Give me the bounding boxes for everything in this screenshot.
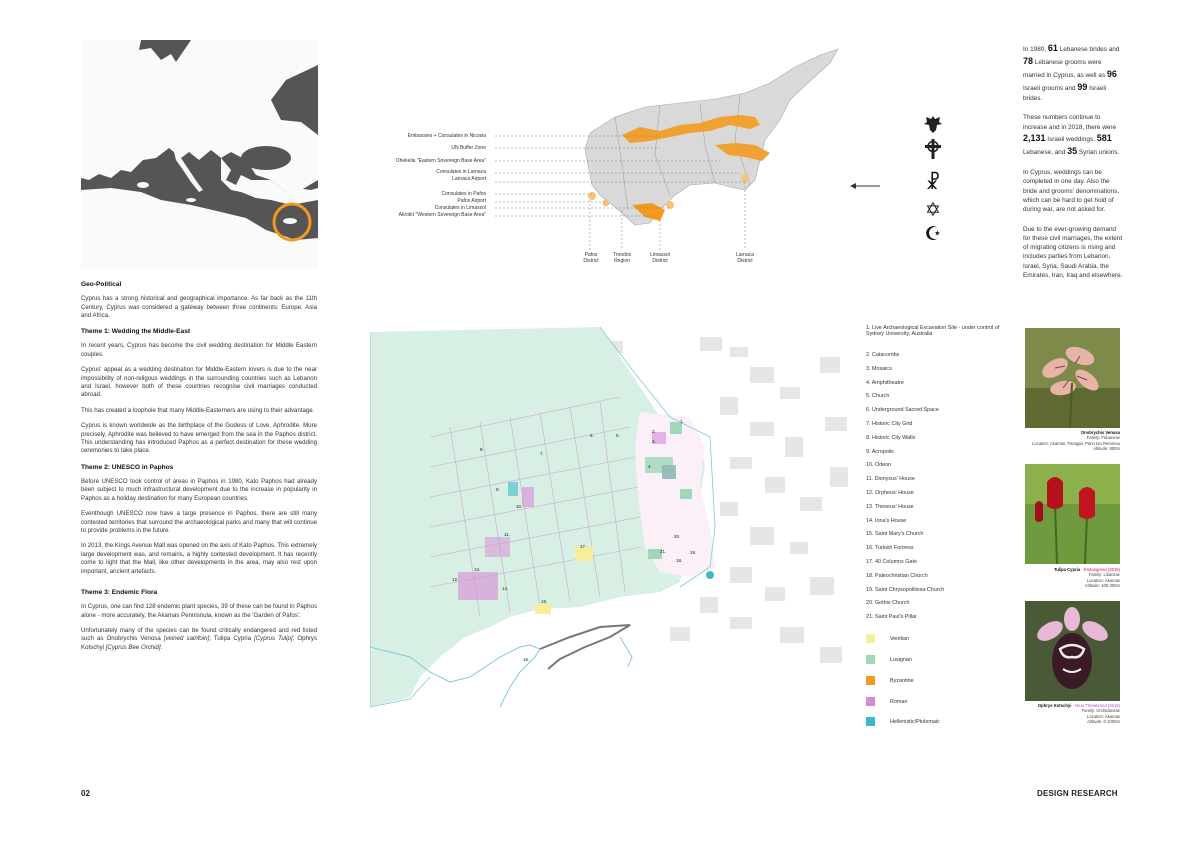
legend-item-byzantine: Byzantine xyxy=(866,676,914,685)
onobrychis-caption: Onobrychis Venosa Family: Fabaceae Location: Akamas, Panagia, Pano tou Remmou Altitude: 800m xyxy=(1032,430,1120,452)
theme1-paragraph-1: In recent years, Cyprus has become the civil wedding destination for Middle Eastern couples. xyxy=(81,342,317,358)
site-item: 19. Saint Chrysopolitissa Church xyxy=(866,586,945,593)
chi-rho-icon: ☧ xyxy=(925,173,941,194)
legend-swatch xyxy=(866,676,875,685)
map-number: 17. xyxy=(580,544,587,549)
theme3-heading: Theme 3: Endemic Flora xyxy=(81,589,158,597)
section-title: DESIGN RESEARCH xyxy=(1037,789,1118,798)
map-number: 9. xyxy=(496,487,500,492)
ophrys-caption: Ophrys Kotschyi - Near Threatened (2018) Family: Orchidaceae Location: Akamas Altitude: 0-1000m xyxy=(1037,703,1120,725)
theme2-paragraph-1: Before UNESCO took control of areas in Paphos in 1980, Kato Paphos had already been subject to much infrastructural development due to the increase in popularity in Paphos as a holiday destination for many European countries. xyxy=(81,477,317,502)
legend-swatch xyxy=(866,655,875,664)
map-number: 2. xyxy=(652,429,656,434)
site-item: 16. Turkish Fortress xyxy=(866,545,914,552)
legend-swatch xyxy=(866,717,875,726)
crescent-star-icon: ☪ xyxy=(924,224,942,245)
leader-label: Akrotiri "Western Sovereign Base Area" xyxy=(398,212,486,218)
theme1-paragraph-2: Cyprus' appeal as a wedding destination for Middle-Eastern lovers is due to the near impossibility of non-religous weddings in the surrounding countries such as Lebanon and Israel, however both of these countries recognise civil marriages conducted abroad. xyxy=(81,366,317,399)
theme2-paragraph-2: Eventhough UNESCO now have a large presence in Paphos, there are still many contested territories that surround the archaeological parks and many that will continue to provide problems in the future. xyxy=(81,510,317,534)
map-number: 4. xyxy=(648,464,652,469)
leader-label: UN Buffer Zone xyxy=(451,145,486,151)
cyprus-map xyxy=(360,45,860,305)
stats-paragraph-1: In 1980, 61 Lebanese brides and 78 Lebanese grooms were married in Cyprus, as well as 96 Israeli grooms and 99 Israeli brides. xyxy=(1023,43,1120,103)
byzantine-eagle-icon xyxy=(922,113,944,135)
tulipa-caption: Tulipa Cypria - Endangered (2018) Family: Liliaceae Location: Akamas Altitude: 100-300m xyxy=(1053,567,1120,589)
map-number: 12. xyxy=(452,577,459,582)
map-number: 19. xyxy=(690,550,697,555)
site-item: 8. Historic City Walls xyxy=(866,434,916,441)
leader-label: Larnaca Airport xyxy=(452,176,486,182)
map-number: 18. xyxy=(676,558,683,563)
site-item: 14. Iona's House xyxy=(866,517,907,524)
wedding-statistics xyxy=(1023,42,1123,290)
theme1-heading: Theme 1: Wedding the Middle-East xyxy=(81,328,191,336)
star-of-david-icon: ✡ xyxy=(925,200,941,221)
ophrys-photo xyxy=(1025,601,1120,701)
arrow-left-icon xyxy=(850,178,880,196)
theme2-heading: Theme 2: UNESCO in Paphos xyxy=(81,463,174,471)
stats-paragraph-2: These numbers continue to increase and in 2018, there were 2,131 Israeli weddings, 581 Lebanese, and 35 Syrian unions. xyxy=(1023,114,1120,157)
text-column xyxy=(81,280,317,659)
stats-paragraph-4: Due to the ever-growing demand for these civil marriages, the extent of migrating citizens is rising and includes parties from Lebanon, Israel, Syria, Saudi Arabia, the Emirates, Iran, Iraq and elsewhere. xyxy=(1023,225,1123,279)
site-item: 3. Mosaics xyxy=(866,365,892,372)
map-number: 14. xyxy=(502,586,509,591)
theme1-paragraph-4: Cyprus is known worldwide as the birthplace of the Godess of Love, Aphrodite. More precisely, Aphrodite was believed to have emerged from the sea in the Paphos district. This understanding has introduced Paphos as a perfect destination for these wedding ceremonies to take place. xyxy=(81,422,317,455)
geo-political-heading: Geo-Political xyxy=(81,281,122,288)
onobrychis-photo xyxy=(1025,328,1120,428)
celtic-cross-icon xyxy=(922,138,944,160)
site-item: 7. Historic City Grid xyxy=(866,420,913,427)
tulipa-photo xyxy=(1025,464,1120,564)
site-item: 21. Saint Paul's Pillar xyxy=(866,614,917,621)
map-number: 10. xyxy=(516,504,523,509)
site-item: 13. Theseus' House xyxy=(866,503,914,510)
legend-item-hellenistic: Hellenistic/Ptolemaic xyxy=(866,717,940,726)
district-label-pafos: Pafos District xyxy=(583,252,599,264)
site-item: 1. Live Archaeological Excavation Site - under control of Sydney University, Australia xyxy=(866,325,1000,338)
district-label-larnaca: Larnaca District xyxy=(735,252,755,264)
site-item: 2. Catacombs xyxy=(866,352,900,358)
leader-label: Consulates in Pafos xyxy=(441,191,486,197)
map-number: 7. xyxy=(540,451,544,456)
theme1-paragraph-3: This has created a loophole that many Middle-Easterners are using to their advantage. xyxy=(81,406,315,414)
leader-label: Pafos Airport xyxy=(457,198,486,204)
mediterranean-map xyxy=(81,40,318,269)
site-item: 10. Odeon xyxy=(866,462,892,469)
site-item: 4. Amphitheatre xyxy=(866,379,904,386)
map-number: 20. xyxy=(674,534,681,539)
map-number: 13. xyxy=(474,567,481,572)
leader-label: Consulates in Larnaca xyxy=(436,169,486,175)
page-number: 02 xyxy=(81,789,90,798)
leader-label: Dhekelia "Eastern Sovereign Base Area" xyxy=(396,158,486,164)
site-item: 11. Dionysus' House xyxy=(866,476,915,483)
site-item: 20. Gothis Church xyxy=(866,600,910,607)
site-item: 5. Church xyxy=(866,393,890,400)
map-number: 3. xyxy=(652,439,656,444)
site-item: 17. 40 Columns Gate xyxy=(866,558,917,565)
site-item: 15. Saint Mary's Church xyxy=(866,531,924,538)
site-item: 9. Acropolis xyxy=(866,448,894,455)
site-item: 6. Underground Sacred Space xyxy=(866,407,939,414)
map-number: 8. xyxy=(480,447,484,452)
district-label-troodos: Troodos Region xyxy=(612,252,632,264)
legend-swatch xyxy=(866,697,875,706)
leader-label: Embassies + Consulates in Nicosia xyxy=(407,133,486,139)
theme3-paragraph-1: In Cyprus, one can find 128 endemic plant species, 39 of these can be found in Paphos alone - more accurately, the Akamas Pennisnula, known as the 'Garden of Pafos'. xyxy=(81,603,317,619)
map-number: 21. xyxy=(660,549,667,554)
district-label-limassol: Limassol District xyxy=(650,252,670,264)
theme2-paragraph-3: In 2013, the Kings Avenue Mall was opened on the axis of Kato Paphos. This extremely large development was, and remains, a highly contested development. It has recently come to light that the Mall, like other developments in the area, may also rest upon important, ancient artefacts. xyxy=(81,542,317,575)
legend-item-venitian: Venitian xyxy=(866,634,909,643)
site-item: 18. Paleochristian Church xyxy=(866,572,928,579)
site-item: 12. Orpheus' House xyxy=(866,489,914,496)
map-number: 5. xyxy=(616,433,620,438)
map-number: 11. xyxy=(504,532,510,537)
leader-label: Consulates in Limassol xyxy=(434,205,486,211)
map-number: 6. xyxy=(590,433,594,438)
legend-item-lusignan: Lusignan xyxy=(866,655,912,664)
theme3-paragraph-2: Unfortunately many of the species can be found critically endangered and red listed such as Onobrychis Venosa [veined sainfoin]; Tulipa Cypria [Cyprus Tulip]; Ophrys Kotschyi [Cyprus Bee Orchid]. xyxy=(81,626,317,651)
map-number: 1. xyxy=(680,419,684,424)
stats-paragraph-3: In Cyprus, weddings can be completed in one day. Also the bride and grooms' denominations, which can be hard to get hold of during war, are not asked for. xyxy=(1023,169,1120,214)
paphos-site-plan xyxy=(370,327,860,722)
geo-political-paragraph: Cyprus has a strong historical and geographical importance. As far back as the 11th Century, Cyprus was considered a gateway between three continents: Europe, Asia and Africa. xyxy=(81,295,317,319)
site-list xyxy=(866,325,1006,628)
map-number: 16. xyxy=(523,657,530,662)
legend-item-roman: Roman xyxy=(866,697,907,706)
legend-swatch xyxy=(866,634,875,643)
map-number: 15. xyxy=(541,599,548,604)
